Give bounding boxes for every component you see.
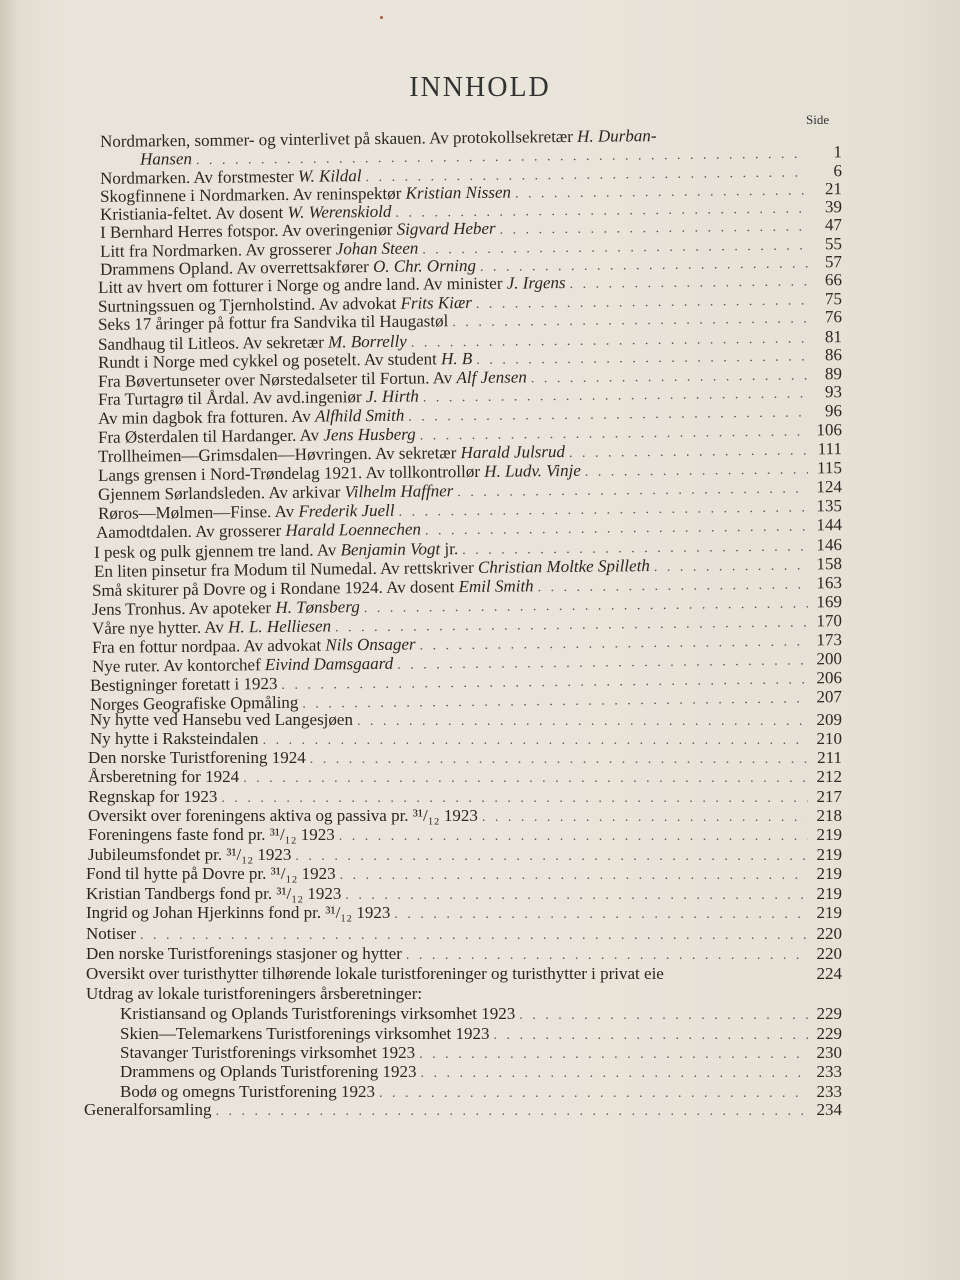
toc-entry-author: Nils Onsager [325, 634, 416, 655]
toc-entry-author: Kristian Nissen [405, 182, 512, 203]
toc-entry-text: Av min dagbok fra fotturen. Av [97, 406, 316, 428]
toc-entry [86, 964, 842, 985]
toc-entry-author: Alfhild Smith [314, 405, 405, 426]
toc-entry-title [120, 1004, 515, 1023]
toc-entry-title [84, 1100, 211, 1119]
toc-entry [86, 864, 842, 885]
toc-entry-author: H. B [441, 348, 473, 369]
toc-entry [84, 1100, 842, 1121]
toc-entry-text: Ingrid og Johan Hjerkinns fond pr. ³¹/₁₂ 1923 [86, 903, 391, 922]
toc-page-number: 39 [824, 197, 843, 217]
toc-entry-title [96, 520, 421, 542]
toc-page-number: 1 [833, 142, 843, 162]
toc-page-number: 210 [816, 729, 842, 748]
toc-entry-text: Skien—Telemarkens Turistforenings virksomhet 1923 [120, 1024, 490, 1043]
toc-entry-author: J. Irgens [506, 272, 566, 293]
toc-entry-text: Drammens og Oplands Turistforening 1923 [120, 1062, 417, 1081]
toc-entry [88, 806, 842, 827]
toc-entry-text: Bestigninger foretatt i 1923 [89, 673, 278, 695]
toc-page-number: 6 [833, 161, 843, 181]
toc-page-number: 57 [824, 252, 843, 272]
toc-entry-text: Jubileumsfondet pr. ³¹/₁₂ 1923 [88, 845, 292, 864]
toc-entry-text: Røros—Mølmen—Finse. Av [97, 501, 299, 523]
toc-entry-title [86, 984, 422, 1003]
dot-leader [394, 905, 808, 924]
toc-page-number: 220 [816, 944, 842, 963]
toc-entry-text: Den norske Turistforenings stasjoner og hytter [86, 944, 402, 963]
toc-page-number: 96 [824, 401, 843, 421]
toc-entry-title [90, 710, 353, 729]
toc-entry-text: Fond til hytte på Dovre pr. ³¹/₁₂ 1923 [86, 864, 336, 883]
toc-page-number: 55 [824, 234, 843, 254]
toc-page-number: 47 [824, 215, 843, 235]
toc-page-number: 212 [816, 767, 842, 786]
toc-page-number: 233 [816, 1082, 842, 1101]
toc-entry-author: Jens Husberg [323, 424, 416, 445]
toc-page-number: 163 [816, 573, 843, 593]
toc-entry-text: Små skiturer på Dovre og i Rondane 1924. Av dosent [91, 577, 459, 600]
toc-entry-text: Skogfinnene i Nordmarken. Av reninspektør [99, 183, 406, 206]
toc-entry-author-cont: Hansen [139, 149, 193, 169]
toc-entry-author: W. Kildal [297, 166, 362, 186]
toc-page-number: 144 [816, 515, 843, 535]
toc-entry-title [88, 767, 239, 786]
toc-page-number: 220 [816, 924, 842, 943]
toc-page-number: 219 [816, 864, 842, 883]
toc-entry-author: Eivind Damsgaard [264, 653, 394, 675]
toc-page-number: 209 [816, 710, 842, 729]
toc-entry [86, 903, 842, 924]
toc-entry [120, 1043, 842, 1064]
toc-entry [88, 767, 842, 788]
toc-entry-text: Fra en fottur nordpaa. Av advokat [91, 635, 326, 657]
page-column-label: Side [806, 112, 830, 127]
toc-entry-text: Fra Bøvertunseter over Nørstedalseter til Fortun. Av [97, 368, 457, 391]
toc-entry [88, 748, 842, 769]
toc-entry-text: Gjennem Sørlandsleden. Av arkivar [97, 482, 345, 504]
dot-leader [340, 866, 808, 885]
toc-entry [120, 1062, 842, 1083]
toc-entry-text: Kristiansand og Oplands Turistforenings virksomhet 1923 [120, 1004, 516, 1023]
toc-entry-text: Oversikt over foreningens aktiva og passiva pr. ³¹/₁₂ 1923 [88, 806, 478, 825]
toc-entry [120, 1004, 842, 1025]
toc-entry-text: Litt av hvert om fotturer i Norge og andre land. Av minister [97, 273, 507, 297]
toc-entry-text: Foreningens faste fond pr. ³¹/₁₂ 1923 [88, 825, 335, 844]
toc-entry-title [92, 616, 331, 638]
toc-entry [88, 845, 842, 866]
toc-entry-author: M. Borrelly [328, 331, 407, 352]
toc-page-number: 200 [816, 649, 843, 669]
toc-entry-text: Nordmarken, sommer- og vinterlivet på skauen. Av protokollsekretær [99, 126, 578, 151]
toc-entry-text: Oversikt over turisthytter tilhørende lokale turistforeninger og turisthytter i privat eie [86, 964, 664, 983]
dot-leader [243, 769, 808, 788]
toc-page-number: 76 [824, 307, 843, 327]
toc-page-number: 211 [817, 748, 842, 767]
toc-page-number: 81 [824, 327, 843, 347]
toc-page-number: 207 [816, 687, 843, 707]
toc-entry-title [88, 787, 217, 806]
toc-entry-title [88, 825, 335, 844]
toc-entry-suffix: jr. [440, 539, 459, 559]
toc-page-number: 230 [816, 1043, 842, 1062]
toc-entry-author: Emil Smith [458, 576, 534, 597]
toc-entry-title [88, 748, 306, 767]
toc-entry [86, 984, 842, 1005]
toc-entry-author: O. Chr. Orning [372, 255, 477, 277]
toc-entry-text: Trollheimen—Grimsdalen—Høvringen. Av sekretær [97, 443, 461, 466]
toc-entry-text: En liten pinsetur fra Modum til Numedal. Av rettskriver [93, 557, 479, 581]
dot-leader [140, 926, 808, 945]
toc-entry-author: Frits Kiær [400, 292, 472, 313]
toc-entry-text: Aamodtdalen. Av grosserer [95, 520, 286, 542]
toc-entry-author: H. Tønsberg [275, 597, 360, 618]
toc-entry-text: Ny hytte ved Hansebu ved Langesjøen [90, 710, 353, 729]
toc-page-number: 146 [816, 535, 843, 555]
toc-entry-text: I pesk og pulk gjennem tre land. Av [93, 540, 341, 562]
toc-entry-text: Den norske Turistforening 1924 [88, 748, 306, 767]
toc-entry-text: Fra Turtagrø til Årdal. Av avd.ingeniør [97, 387, 366, 409]
toc-page-number: 89 [824, 364, 843, 384]
toc-entry-title [86, 944, 402, 963]
toc-entry-text: Litt fra Nordmarken. Av grosserer [99, 239, 336, 261]
toc-page-number: 158 [816, 554, 843, 574]
toc-entry-title [98, 311, 448, 334]
toc-entry-text: Nordmarken. Av forstmester [99, 166, 299, 188]
toc-entry-author: Benjamin Vogt [340, 539, 441, 560]
toc-entry-title [86, 924, 136, 943]
toc-entry-title [120, 1062, 417, 1081]
toc-entry-author: Harald Julsrud [460, 442, 566, 463]
ink-speck [380, 16, 383, 19]
toc-entry [90, 729, 842, 750]
toc-page-number: 66 [824, 270, 843, 290]
toc-entry-author: Frederik Juell [298, 500, 395, 521]
toc-entry-text: Ny hytte i Raksteindalen [90, 729, 259, 748]
toc-entry [86, 884, 842, 905]
toc-page-number: 218 [816, 806, 842, 825]
toc-entry-author: Alf Jensen [456, 367, 527, 388]
toc-page-number: 21 [824, 179, 843, 199]
toc-entry-title [88, 845, 291, 864]
toc-entry-author: Sigvard Heber [396, 218, 496, 239]
dot-leader [339, 827, 808, 846]
toc-page-number: 111 [817, 439, 843, 459]
toc-page-number: 229 [816, 1004, 842, 1023]
toc-entry [86, 944, 842, 965]
dot-leader [406, 946, 808, 965]
toc-entry-text: Regnskap for 1923 [88, 787, 218, 806]
toc-page-number: 75 [824, 289, 843, 309]
toc-entry [90, 710, 842, 731]
toc-entry-text: Norges Geografiske Opmåling [89, 692, 299, 714]
toc-page-number: 86 [824, 345, 843, 365]
toc-entry-text: Drammens Opland. Av overrettsakfører [99, 257, 374, 279]
dot-leader [519, 1006, 808, 1025]
toc-entry [88, 787, 842, 808]
toc-entry-author: Vilhelm Haffner [344, 481, 454, 502]
toc-entry-text: Kristian Tandbergs fond pr. ³¹/₁₂ 1923 [86, 884, 342, 903]
toc-page-number: 169 [816, 592, 843, 612]
dot-leader [215, 1102, 808, 1121]
toc-entry-title [120, 1024, 489, 1043]
toc-entry-title [90, 729, 259, 748]
toc-page-number: 135 [816, 496, 843, 516]
toc-entry-title [86, 884, 341, 903]
toc-entry [120, 1024, 842, 1045]
page-title: INNHOLD [409, 72, 551, 103]
toc-entry-text: Utdrag av lokale turistforeningers årsberetninger: [86, 984, 423, 1003]
toc-entry-text: Våre nye hytter. Av [91, 617, 229, 638]
toc-entry-title [88, 806, 478, 825]
toc-entry-text: Seks 17 åringer på fottur fra Sandvika til Haugastøl [97, 311, 449, 334]
toc-entry-title [120, 1082, 375, 1101]
toc-entry-author: H. L. Helliesen [228, 616, 332, 637]
toc-page-number: 219 [816, 903, 842, 922]
toc-entry-title [90, 674, 278, 695]
toc-entry-author: H. Ludv. Vinje [484, 460, 581, 481]
toc-page-number: 234 [816, 1100, 842, 1119]
toc-page-number: 217 [816, 787, 842, 806]
toc-entry-text: Generalforsamling [84, 1100, 212, 1119]
toc-page-number: 206 [816, 668, 843, 688]
toc-entry-author: Christian Moltke Spilleth [477, 556, 650, 577]
toc-entry [86, 924, 842, 945]
toc-entry-text: Surtningssuen og Tjernholstind. Av advokat [97, 293, 401, 316]
toc-entry-text: Fra Østerdalen til Hardanger. Av [97, 425, 324, 447]
toc-page-number: 219 [816, 845, 842, 864]
toc-page-number: 229 [816, 1024, 842, 1043]
toc-entry-author: W. Werenskiold [287, 201, 392, 222]
toc-page-number: 224 [816, 964, 842, 983]
toc-entry [88, 825, 842, 846]
toc-entry-text: Bodø og omegns Turistforening 1923 [120, 1082, 376, 1101]
toc-page-number: 93 [824, 382, 843, 402]
toc-entry-title [86, 903, 390, 922]
toc-entry-title [86, 864, 336, 883]
toc-page-number: 173 [816, 630, 843, 650]
toc-entry-text: Nye ruter. Av kontorchef [91, 655, 266, 676]
toc-page-number: 115 [816, 458, 843, 478]
toc-entry-text: I Bernhard Herres fotspor. Av overingeniør [99, 219, 397, 242]
toc-entry-text: Jens Tronhus. Av apoteker [91, 598, 276, 619]
toc-entry-title [120, 1043, 415, 1062]
toc-page-number: 233 [816, 1062, 842, 1081]
toc-entry-text: Sandhaug til Litleos. Av sekretær [97, 332, 329, 354]
toc-entry-text: Kristiania-feltet. Av dosent [99, 202, 288, 224]
toc-page-number: 170 [816, 611, 843, 631]
toc-entry-text: Årsberetning for 1924 [88, 767, 240, 786]
toc-entry-author: J. Hirth [365, 386, 419, 407]
dot-leader [421, 1064, 808, 1083]
toc-entry-text: Rundt i Norge med cykkel og posetelt. Av student [97, 349, 442, 372]
toc-entry-author: H. Durban- [577, 126, 657, 146]
toc-entry-text: Notiser [86, 924, 137, 943]
toc-page-number: 106 [816, 420, 843, 440]
toc-page-number: 219 [816, 825, 842, 844]
toc-entry-author: Harald Loennechen [285, 519, 422, 540]
toc-entry-text: Stavanger Turistforenings virksomhet 1923 [120, 1043, 416, 1062]
toc-entry-title [86, 964, 664, 983]
toc-entry-text: Langs grensen i Nord-Trøndelag 1921. Av tollkontrollør [97, 461, 485, 485]
toc-page-number: 219 [816, 884, 842, 903]
toc-entry-author: Johan Steen [335, 238, 419, 259]
toc-page-number: 124 [816, 477, 843, 497]
